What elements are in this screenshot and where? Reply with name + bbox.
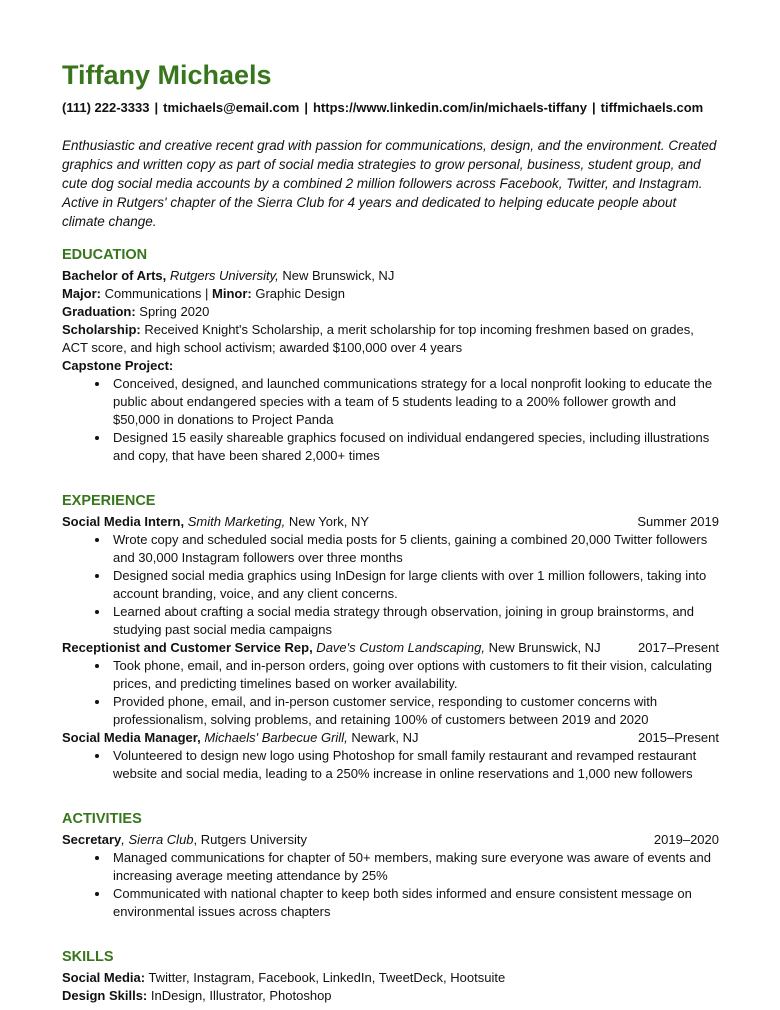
activity-bullet-list xyxy=(62,849,719,921)
job-header xyxy=(62,729,719,747)
bullet-item: • Took phone, email, and in-person orders, going over options with customers to fit their vision, calculating prices, and predicting timelines based on worker availability. xyxy=(110,657,719,693)
job-date: Summer 2019 xyxy=(637,514,719,529)
activity-organization: , Sierra Club xyxy=(121,832,194,847)
degree-name: Bachelor of Arts, xyxy=(62,268,167,283)
major-value: Communications | xyxy=(101,286,213,301)
design-skills-line xyxy=(62,987,719,1005)
activity-role: Secretary xyxy=(62,832,122,847)
linkedin-url: https://www.linkedin.com/in/michaels-tiffany xyxy=(312,100,587,115)
bullet-item: • Provided phone, email, and in-person customer service, responding to customer concerns with professionalism, solving problems, and retaining 100% of customers between 2019 and 2020 xyxy=(110,693,719,729)
activity-date: 2019–2020 xyxy=(653,832,719,847)
activity-header xyxy=(62,831,719,849)
section-experience xyxy=(62,492,719,783)
job-title-line xyxy=(62,639,601,657)
job-title-line xyxy=(62,513,369,531)
bullet-item: • Volunteered to design new logo using Photoshop for small family restaurant and revamped restaurant website and social media, leading to a 250% increase in online reservations and 1,000 new followers xyxy=(110,747,719,783)
social-media-label: Social Media: xyxy=(62,970,146,985)
school-location: New Brunswick, NJ xyxy=(278,268,395,283)
capstone-label: Capstone Project: xyxy=(62,358,174,373)
minor-value: Graphic Design xyxy=(251,286,345,301)
degree-line xyxy=(62,267,719,285)
candidate-name: Tiffany Michaels xyxy=(62,60,272,90)
graduation-label: Graduation: xyxy=(62,304,136,319)
job-location: New Brunswick, NJ xyxy=(484,640,601,655)
job-location: New York, NY xyxy=(285,514,370,529)
graduation-line xyxy=(62,303,719,321)
activity-institution: , Rutgers University xyxy=(193,832,307,847)
design-skills-label: Design Skills: xyxy=(62,988,148,1003)
bullet-item: • Designed social media graphics using InDesign for large clients with over 1 million followers, taking into account branding, voice, and any client concerns. xyxy=(110,567,719,603)
contact-line xyxy=(62,99,719,117)
major-minor-line xyxy=(62,285,719,303)
activities-heading: ACTIVITIES xyxy=(62,811,142,827)
job-company: Michaels' Barbecue Grill, xyxy=(200,730,348,745)
job-bullet-list xyxy=(62,747,719,783)
education-heading: EDUCATION xyxy=(62,247,148,263)
social-media-value: Twitter, Instagram, Facebook, LinkedIn, TweetDeck, Hootsuite xyxy=(145,970,506,985)
job-location: Newark, NJ xyxy=(347,730,419,745)
scholarship-line xyxy=(62,321,719,357)
job-bullet-list xyxy=(62,657,719,729)
bullet-item: • Communicated with national chapter to keep both sides informed and ensure consistent message on environmental issues across chapters xyxy=(110,885,719,921)
bullet-item: • Learned about crafting a social media strategy through observation, joining in group brainstorms, and studying past social media campaigns xyxy=(110,603,719,639)
job-company: Smith Marketing, xyxy=(184,514,286,529)
activity-title-line xyxy=(62,831,307,849)
experience-heading: EXPERIENCE xyxy=(62,493,156,509)
job-title-line xyxy=(62,729,419,747)
capstone-bullet-list xyxy=(62,375,719,465)
bullet-item: • Wrote copy and scheduled social media posts for 5 clients, gaining a combined 20,000 Twitter followers and 30,000 Instagram followers over three months xyxy=(110,531,719,567)
contact-separator: | xyxy=(154,100,159,115)
website-url: tiffmichaels.com xyxy=(600,100,704,115)
job-title: Social Media Intern, xyxy=(62,514,185,529)
job-title: Receptionist and Customer Service Rep, xyxy=(62,640,313,655)
email-address: tmichaels@email.com xyxy=(163,100,300,115)
social-media-skills-line xyxy=(62,969,719,987)
job-bullet-list xyxy=(62,531,719,639)
job-date: 2015–Present xyxy=(638,730,719,745)
job-header xyxy=(62,513,719,531)
capstone-label-line xyxy=(62,357,719,375)
minor-label: Minor: xyxy=(212,286,252,301)
bullet-item: • Conceived, designed, and launched communications strategy for a local nonprofit looking to educate the public about endangered species with a team of 5 students leading to a 200% follower growth and $50,000 in donations to Project Panda xyxy=(110,375,719,429)
section-activities xyxy=(62,810,719,921)
job-title: Social Media Manager, xyxy=(62,730,201,745)
job-date: 2017–Present xyxy=(638,640,719,655)
scholarship-label: Scholarship: xyxy=(62,322,141,337)
bullet-item: • Managed communications for chapter of 50+ members, making sure everyone was aware of events and increasing average meeting attendance by 25% xyxy=(110,849,719,885)
section-skills xyxy=(62,948,719,1005)
summary-paragraph: Enthusiastic and creative recent grad with passion for communications, design, and the environment. Created graphics and written copy as part of social media strategies to grow personal, business, student group, and cute dog social media accounts by a combined 2 million followers across Facebook, Twitter, and Instagram. Active in Rutgers' chapter of the Sierra Club for 4 years and dedicated to helping educate people about climate change. xyxy=(62,138,717,229)
job-header xyxy=(62,639,719,657)
major-label: Major: xyxy=(62,286,101,301)
graduation-value: Spring 2020 xyxy=(135,304,210,319)
job-company: Dave's Custom Landscaping, xyxy=(312,640,485,655)
skills-heading: SKILLS xyxy=(62,949,114,965)
design-skills-value: InDesign, Illustrator, Photoshop xyxy=(147,988,332,1003)
contact-separator: | xyxy=(591,100,596,115)
school-name: Rutgers University, xyxy=(166,268,279,283)
contact-separator: | xyxy=(304,100,308,115)
scholarship-value: Received Knight's Scholarship, a merit scholarship for top incoming freshmen based on grades, ACT score, and high school activism; awarded $100,000 over 4 years xyxy=(62,322,694,355)
bullet-item: • Designed 15 easily shareable graphics focused on individual endangered species, including illustrations and copy, that have been shared 2,000+ times xyxy=(110,429,719,465)
phone-number: (111) 222-3333 xyxy=(62,100,150,115)
section-education xyxy=(62,246,719,465)
